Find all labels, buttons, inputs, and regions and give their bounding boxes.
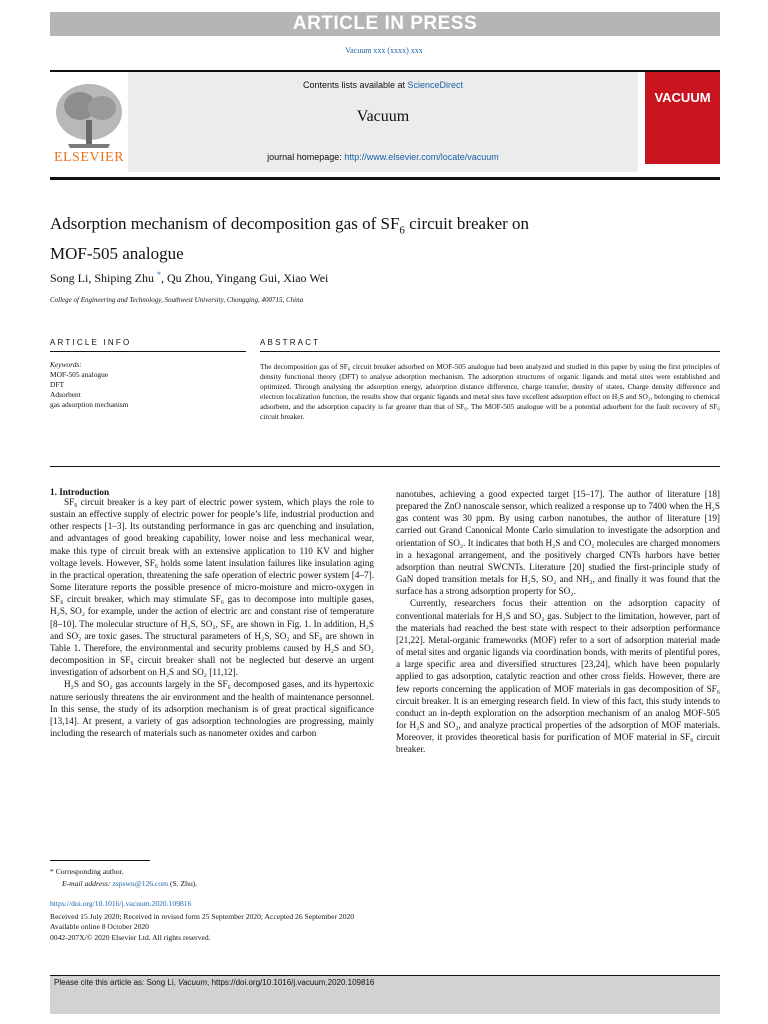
email-label: E-mail address:	[62, 879, 113, 888]
journal-title: Vacuum	[356, 108, 410, 125]
front-matter-rule	[50, 466, 720, 467]
article-in-press-banner: ARTICLE IN PRESS	[50, 12, 720, 36]
title-line1-post: circuit breaker on	[404, 214, 530, 233]
doi-line	[50, 899, 550, 908]
corresponding-author-note: * Corresponding author.	[50, 867, 124, 876]
footnote-rule	[50, 860, 150, 861]
header-bottom-rule	[50, 177, 720, 180]
authors-part-a: Song Li, Shiping Zhu	[50, 271, 158, 285]
keyword-item: DFT	[50, 380, 64, 389]
online-date: Available online 8 October 2020	[50, 922, 149, 932]
cite-prefix: Please cite this article as: Song Li,	[54, 978, 179, 987]
right-column	[396, 488, 720, 755]
citation-text	[54, 978, 714, 987]
intro-paragraph: H₂S and SO₂ gas accounts largely in the SF₆ decomposed gases, and its hypertoxic nature seriously threatens the air environment and the health of maintenance personnel. In this sense, the study of its adsorption mechanism is of great practical significance [13,14]. At present, a variety of gas adsorption technologies are progressing, mainly including the research of materials such as nanometer oxides and carbon	[50, 679, 374, 738]
cite-doi-link[interactable]: , https://doi.org/10.1016/j.vacuum.2020.109816	[207, 978, 375, 987]
elsevier-wordmark: ELSEVIER	[53, 150, 125, 165]
homepage-link[interactable]: http://www.elsevier.com/locate/vacuum	[344, 152, 499, 162]
homepage-prefix: journal homepage:	[267, 152, 345, 162]
abstract-label: ABSTRACT	[260, 338, 321, 347]
intro-paragraph: Currently, researchers focus their attention on the adsorption capacity of conventional materials for H₂S and SO₂ gas. Subject to the limitation, however, part of the materials had reached the best state with respect to their adsorption performance [21,22]. Metal-organic frameworks (MOF) refer to a sort of adsorption material made of metal sites and organic ligands via coordination bonds, with merits of plentiful pores, a large specific area and diversified structures [23,24], which have been popularly applied to gas adsorption, catalytic reaction and other cross fields. However, there are few reports concerning the application of MOF materials in gas decomposition of SF₆ circuit breaker. It is an emerging research field. In view of this fact, this study intends to conduct an in-depth exploration on the adsorption mechanism of an analog MOF-505 for H₂S and SO₂, and analyze practical properties of the adsorption of MOF materials. Moreover, it provides theoretical basis for purification of MOF material in SF₆ circuit breaker.	[396, 598, 720, 755]
keywords-title: Keywords:	[50, 360, 82, 369]
email-line	[50, 878, 550, 890]
keywords-block	[50, 360, 246, 410]
email-link[interactable]: zspswu@126.com	[112, 879, 169, 888]
cite-journal: Vacuum	[178, 978, 208, 987]
contents-line	[128, 80, 638, 90]
doi-link[interactable]: https://doi.org/10.1016/j.vacuum.2020.109816	[50, 899, 192, 908]
sciencedirect-link[interactable]: ScienceDirect	[407, 80, 464, 90]
article-title	[50, 212, 650, 266]
cover-title: VACUUM	[654, 90, 711, 105]
article-dates	[50, 912, 650, 943]
top-citation[interactable]: Vacuum xxx (xxxx) xxx	[345, 46, 423, 55]
intro-paragraph: nanotubes, achieving a good expected target [15–17]. The author of literature [18] prepared the ZnO nanoscale sensor, which realized a response up to 7400 when the H₂S gas content was 30 ppm. By using carbon nanotubes, the author of literature [19] carried out Grand Canonical Monte Carlo simulation to investigate the adsorption and orientation of SO₂. It indicates that both H₂S and CO₂ molecules are charged monomers in a hexagonal arrangement, and the positively charged CNTs harbors have better adsorption than neutral SWCNTs. Literature [20] studied the first-principle study of GaN doped transition metals for H₂S, SO₂ and NH₃, and finally it was found that the surface has a strong adsorption property for SO₂.	[396, 489, 720, 597]
title-line2: MOF-505 analogue	[50, 244, 184, 264]
copyright-line: 0042-207X/© 2020 Elsevier Ltd. All rights reserved.	[50, 932, 211, 942]
authors-part-b: , Qu Zhou, Yingang Gui, Xiao Wei	[161, 271, 329, 285]
email-suffix: (S. Zhu).	[168, 879, 198, 888]
abstract-rule	[260, 351, 720, 352]
intro-paragraph: SF₆ circuit breaker is a key part of electric power system, which plays the role to sustain an effective supply of electric power for people’s life, industrial production and other respects [1–3]. Its outstanding performance in gas arc quenching and insulation, and advantages of good breaking capability, lower noise and less mechanical wear, make this type of circuit break with an extensive application to 110 KV and higher voltage levels. However, SF₆ holds some latent insulation failures like insulation aging in the practical operation, threatening the safe operation of electric power system [4–7]. Some literature reports the possible presence of micro-moisture and micro-oxygen in SF₆ circuit breaker, which may stimulate SF₆ gas to decompose into multiple gases, H₂S, SO₂ for example, under the action of electric arc and constant rise of temperature [8–10]. The molecular structure of H₂S, SO₂, SF₆ are shown in Fig. 1. In addition, H₂S and SO₂ are toxic gases. The structural parameters of H₂S, SO₂ and SF₆ are shown in Table 1. Therefore, the environmental and security problems caused by H₂S and SO₂ decomposition in SF₆ circuit breaker shall not be neglected but deserve an urgent investigation of adsorbent on H₂S and SO₂ [11,12].	[50, 497, 374, 678]
affiliation: College of Engineering and Technology, Southwest University, Chongqing, 400715, China	[50, 296, 304, 304]
keyword-item: Adsorbent	[50, 390, 81, 399]
left-column	[50, 496, 374, 739]
article-info-rule	[50, 351, 246, 352]
corresponding-mark[interactable]: *	[157, 270, 162, 279]
footnote	[50, 866, 550, 890]
keyword-item: gas adsorption mechanism	[50, 400, 129, 409]
journal-cover-thumbnail	[645, 72, 720, 164]
title-line1-pre: Adsorption mechanism of decomposition gas of SF	[50, 214, 400, 233]
received-dates: Received 15 July 2020; Received in revised form 25 September 2020; Accepted 26 September 2020	[50, 912, 355, 921]
section-heading-introduction: 1. Introduction	[50, 487, 110, 497]
article-info-label: ARTICLE INFO	[50, 338, 132, 347]
keyword-item: MOF-505 analogue	[50, 370, 109, 379]
contents-prefix: Contents lists available at	[302, 80, 408, 90]
title-line1-sub: 6	[399, 224, 405, 237]
author-list	[50, 270, 650, 286]
journal-homepage-line	[128, 152, 638, 162]
abstract-text: The decomposition gas of SF₆ circuit breaker adsorbed on MOF-505 analogue had been analyzed and studied in this paper by using the first principles of density functional theory (DFT) to analyse adsorption mechanism. The adsorption structures of organic ligands and metal sites were established and optimized. Through analysing the adsorption energy, adsorption distance difference, charge transfer, density of states, Charge density difference and electron localization function, the results show that organic ligands and metal sites have excellent adsorption effect on H₂S and SO₂, belonging to chemical adsorbent, and the adsorption capacity is far greater than that of SF₆. The MOF-505 analogue will be a potential adsorbent for the fault recovery of SF₆ circuit breaker.	[260, 362, 720, 422]
